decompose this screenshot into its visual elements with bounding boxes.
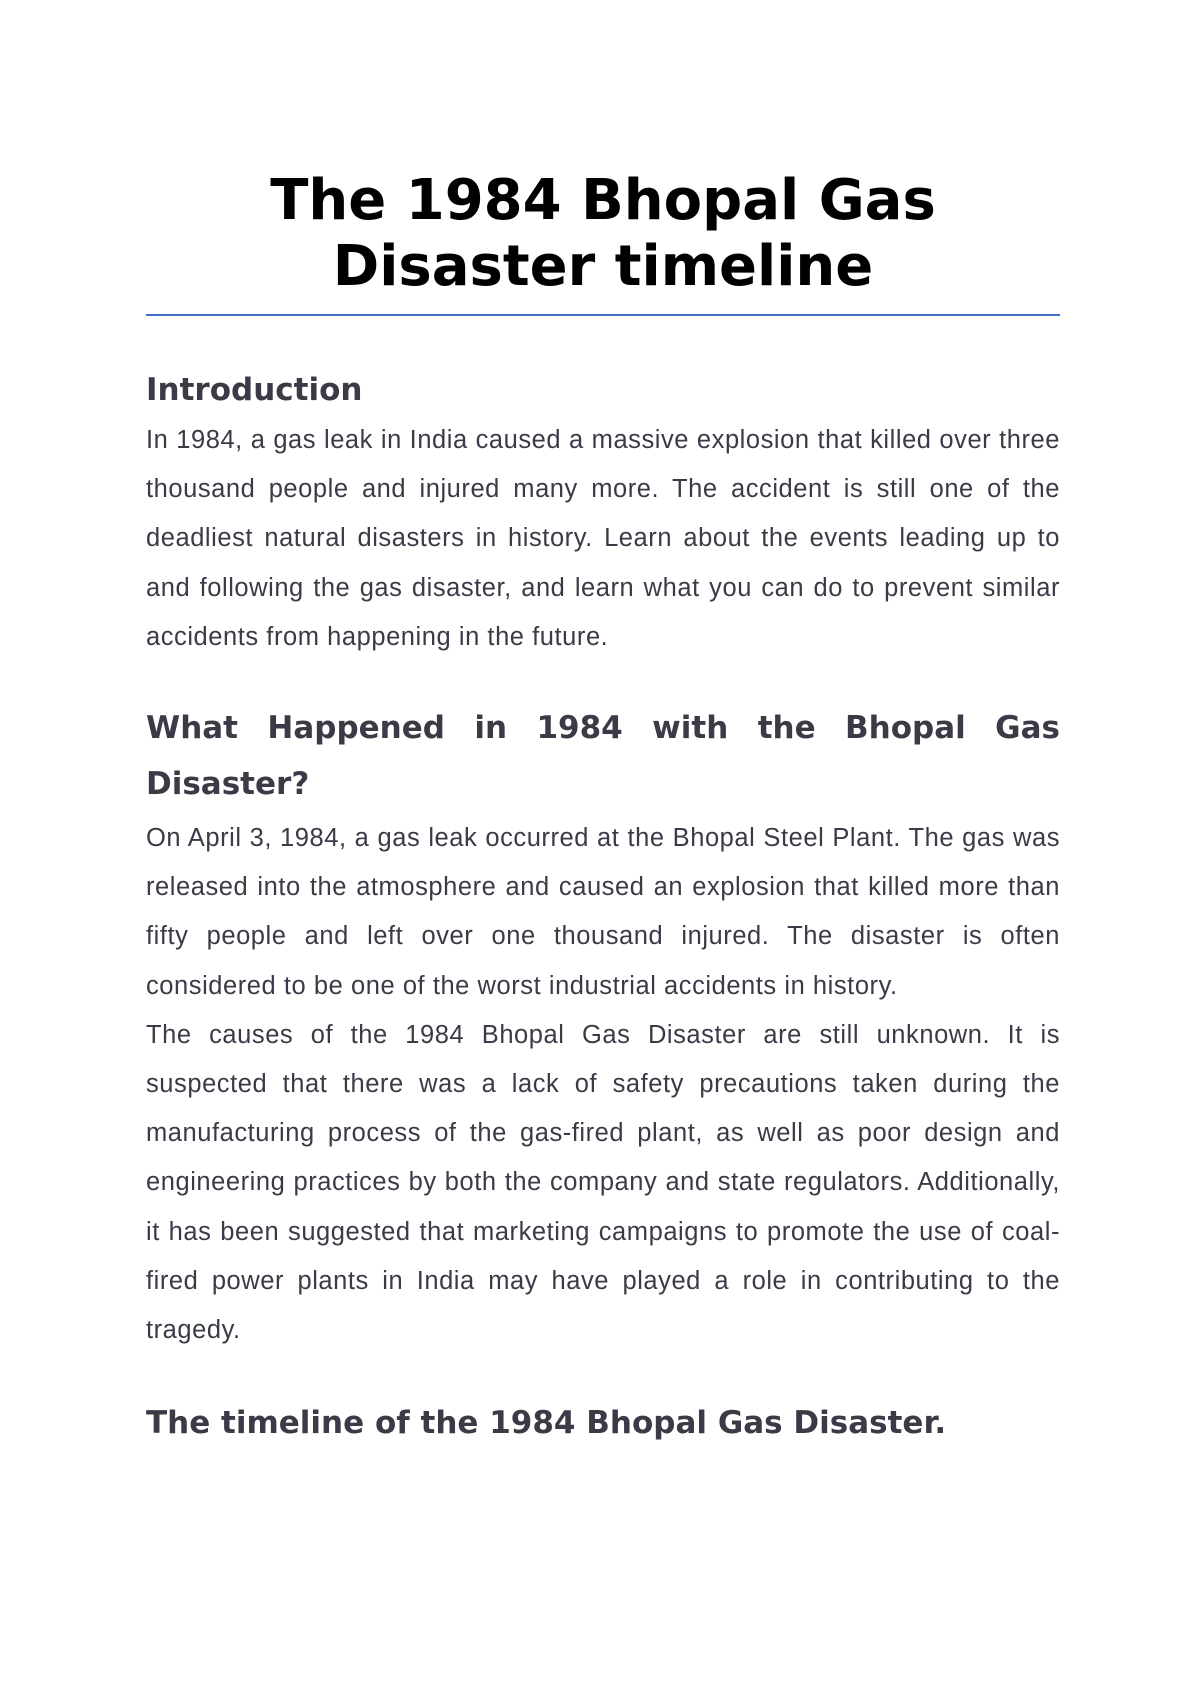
introduction-paragraph: In 1984, a gas leak in India caused a massive explosion that killed over three thousand people and injured many more. The accident is still one of the deadliest natural disasters in history. Learn about the events leading up to and following the gas disaster, and learn what you can do to prevent similar accidents from happening in the future.: [146, 426, 1060, 651]
document-content: [146, 168, 1060, 1451]
section-heading-what-happened: What Happened in 1984 with the Bhopal Gas Disaster?: [146, 710, 1060, 803]
section-heading-timeline: The timeline of the 1984 Bhopal Gas Disaster.: [146, 1405, 947, 1442]
what-happened-paragraph-1: On April 3, 1984, a gas leak occurred at the Bhopal Steel Plant. The gas was released into the atmosphere and caused an explosion that killed more than fifty people and left over one thousand injured. The disaster is often considered to be one of the worst industrial accidents in history.: [146, 824, 1060, 1000]
document-title: The 1984 Bhopal Gas Disaster timeline: [146, 168, 1060, 316]
what-happened-paragraph-2: The causes of the 1984 Bhopal Gas Disaster are still unknown. It is suspected that there was a lack of safety precautions taken during the manufacturing process of the gas-fired plant, as well as poor design and engineering practices by both the company and state regulators. Additionally, it has been suggested that marketing campaigns to promote the use of coal-fired power plants in India may have played a role in contributing to the tragedy.: [146, 1020, 1060, 1345]
section-heading-introduction: Introduction: [146, 372, 363, 408]
